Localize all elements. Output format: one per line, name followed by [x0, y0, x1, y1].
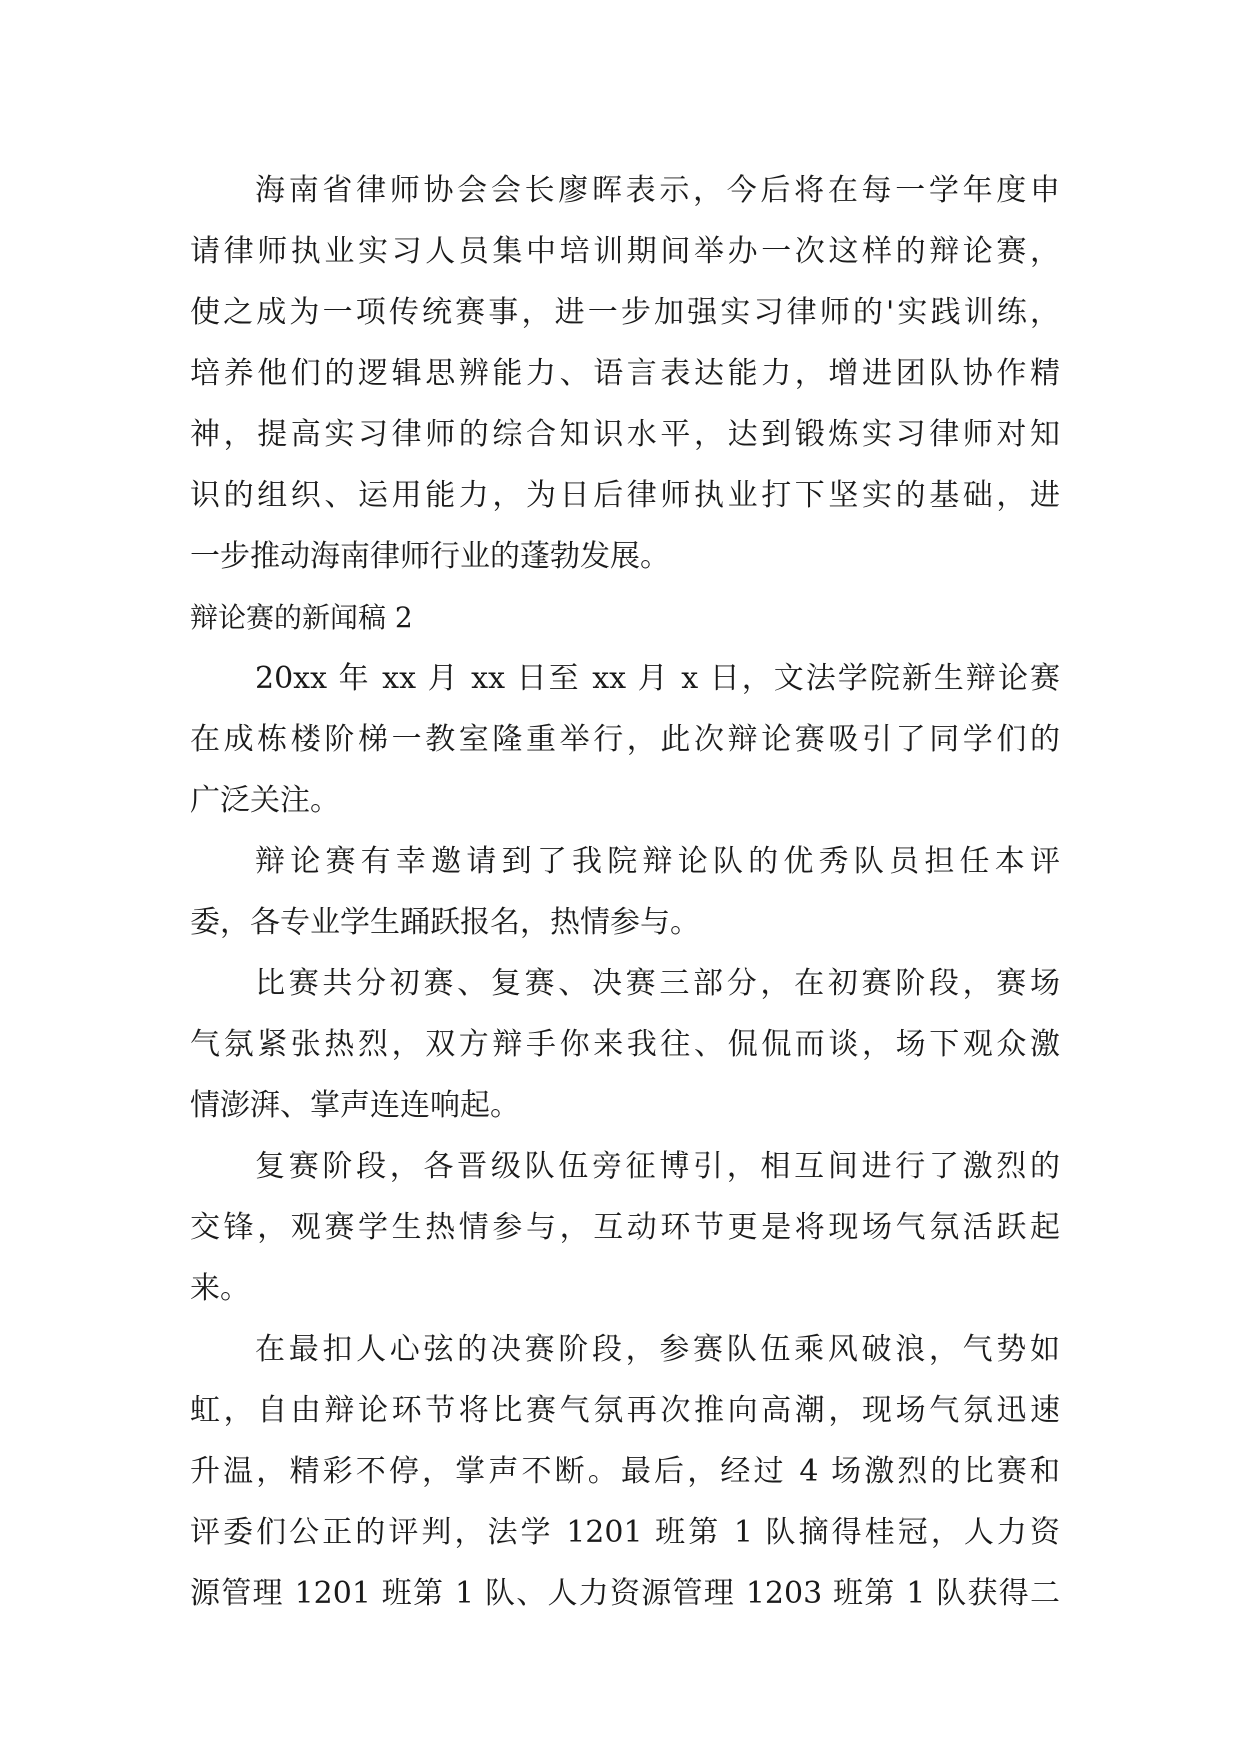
- paragraph-2: [190, 648, 1060, 831]
- paragraph-5: [190, 1136, 1060, 1319]
- text-line: 在成栋楼阶梯一教室隆重举行，此次辩论赛吸引了同学们的: [190, 722, 1060, 757]
- text-line: 委，各专业学生踊跃报名，热情参与。: [190, 905, 700, 940]
- text-line: 一步推动海南律师行业的蓬勃发展。: [190, 539, 670, 574]
- text-line: 广泛关注。: [190, 783, 340, 818]
- paragraph-1: [190, 160, 1060, 587]
- text-line: 复赛阶段，各晋级队伍旁征博引，相互间进行了激烈的: [255, 1149, 1060, 1184]
- text-line: 情澎湃、掌声连连响起。: [190, 1088, 520, 1123]
- text-line: 神，提高实习律师的综合知识水平，达到锻炼实习律师对知: [190, 417, 1060, 452]
- paragraph-4: [190, 953, 1060, 1136]
- text-line: 评委们公正的评判，法学 1201 班第 1 队摘得桂冠，人力资: [190, 1515, 1060, 1550]
- paragraph-6: [190, 1319, 1060, 1624]
- text-line: 培养他们的逻辑思辨能力、语言表达能力，增进团队协作精: [190, 356, 1060, 391]
- text-line: 辩论赛有幸邀请到了我院辩论队的优秀队员担任本评: [255, 844, 1060, 879]
- text-line: 源管理 1201 班第 1 队、人力资源管理 1203 班第 1 队获得二: [190, 1576, 1060, 1611]
- text-line: 请律师执业实习人员集中培训期间举办一次这样的辩论赛，: [190, 234, 1060, 269]
- text-line: 20xx 年 xx 月 xx 日至 xx 月 x 日，文法学院新生辩论赛: [255, 661, 1060, 696]
- text-line: 升温，精彩不停，掌声不断。最后，经过 4 场激烈的比赛和: [190, 1454, 1060, 1489]
- text-line: 来。: [190, 1271, 250, 1306]
- document-body: [190, 160, 1060, 1624]
- text-line: 比赛共分初赛、复赛、决赛三部分，在初赛阶段，赛场: [255, 966, 1060, 1001]
- section-title: 辩论赛的新闻稿 2: [190, 601, 413, 634]
- text-line: 虹，自由辩论环节将比赛气氛再次推向高潮，现场气氛迅速: [190, 1393, 1060, 1428]
- text-line: 气氛紧张热烈，双方辩手你来我往、侃侃而谈，场下观众激: [190, 1027, 1060, 1062]
- text-line: 交锋，观赛学生热情参与，互动环节更是将现场气氛活跃起: [190, 1210, 1060, 1245]
- text-line: 在最扣人心弦的决赛阶段，参赛队伍乘风破浪，气势如: [255, 1332, 1060, 1367]
- paragraph-3: [190, 831, 1060, 953]
- text-line: 使之成为一项传统赛事，进一步加强实习律师的'实践训练，: [190, 295, 1060, 330]
- text-line: 海南省律师协会会长廖晖表示，今后将在每一学年度申: [255, 173, 1060, 208]
- text-line: 识的组织、运用能力，为日后律师执业打下坚实的基础，进: [190, 478, 1060, 513]
